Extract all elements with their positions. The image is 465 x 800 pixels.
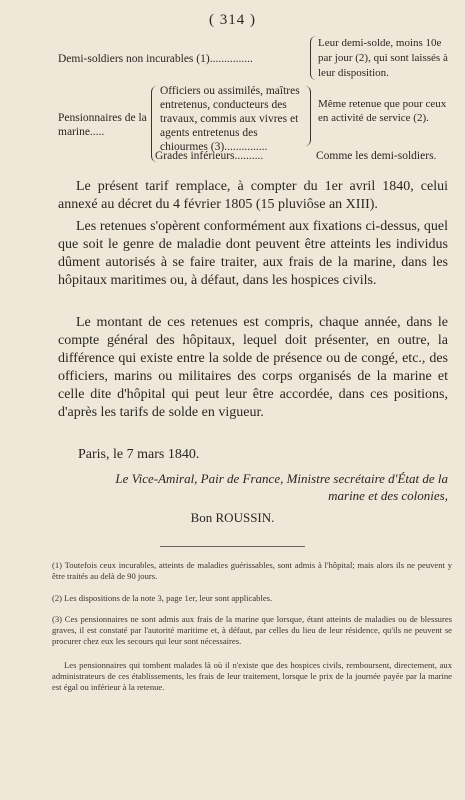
footnote-4: Les pensionnaires qui tombent malades là où il n'existe que des hospices civils, remboursent, directement, aux administrateurs de ces établissements, les frais de leur traitement, lorsque le prix de la journée payée par la marine est égal ou inférieur à la retenue. [52, 660, 452, 692]
row1-value: Leur demi-solde, moins 10e par jour (2), qui sont laissés à leur disposition. [318, 37, 448, 79]
date-line: Paris, le 7 mars 1840. [78, 447, 200, 462]
pensionnaires-label: Pensionnaires de la marine..... [58, 112, 147, 138]
footnote-1: (1) Toutefois ceux incurables, atteints de maladies guérissables, sont admis à l'hôpital; mais alors ils ne peuvent y être traités au delà de 90 jours. [52, 560, 452, 581]
pensionnaires-value: Même retenue que pour ceux en activité de service (2). [318, 98, 447, 124]
paragraph-3: Le montant de ces retenues est compris, chaque année, dans le compte général des hôpitaux, lequel doit présenter, en outre, la différence qui existe entre la solde de présence ou de congé, etc., des officiers, marins ou militaires des corps organisés de la marine et celle dite d'hôpital qui peut leur être accordée, dans ces positions, d'après les tarifs de solde en vigueur. [58, 315, 448, 420]
footnote-2: (2) Les dispositions de la note 3, page 1er, leur sont applicables. [52, 593, 273, 603]
paragraph-1: Le présent tarif remplace, à compter du 1er avril 1840, celui annexé au décret du 4 février 1805 (15 pluviôse an XIII). [58, 179, 448, 212]
footnote-3: (3) Ces pensionnaires ne sont admis aux frais de la marine que lorsque, étant atteints de maladies ou de blessures graves, il est constaté par l'autorité maritime et, à défaut, par celles du lieu de leur résidence, qu'ils ne peuvent se procurer chez eux les secours qui leur sont nécessaires. [52, 614, 452, 646]
footnote-divider [160, 546, 305, 547]
grades-value: Comme les demi-soldiers. [316, 150, 437, 162]
row1-label: Demi-soldiers non incurables (1)............... [58, 53, 253, 65]
signature-title: Le Vice-Amiral, Pair de France, Ministre secrétaire d'État de la marine et des colonies, [115, 471, 448, 503]
signature-name: Bon ROUSSIN. [190, 510, 275, 525]
page-number: ( 314 ) [209, 12, 256, 28]
brace-row1 [310, 36, 317, 80]
brace-pensionnaires-right [304, 86, 311, 146]
grades-label: Grades inférieurs.......... [155, 150, 264, 162]
pensionnaires-subcategory: Officiers ou assimilés, maîtres entretenus, conducteurs des travaux, commis aux vivres et agents entretenus des chiourmes (3)............... [160, 85, 300, 153]
paragraph-2: Les retenues s'opèrent conformément aux fixations ci-dessus, quel que soit le genre de maladie dont peuvent être atteints les individus dûment autorisés à se faire traiter, aux frais de la marine, dans les hôpitaux maritimes ou, à défaut, dans les hospices civils. [58, 219, 448, 288]
